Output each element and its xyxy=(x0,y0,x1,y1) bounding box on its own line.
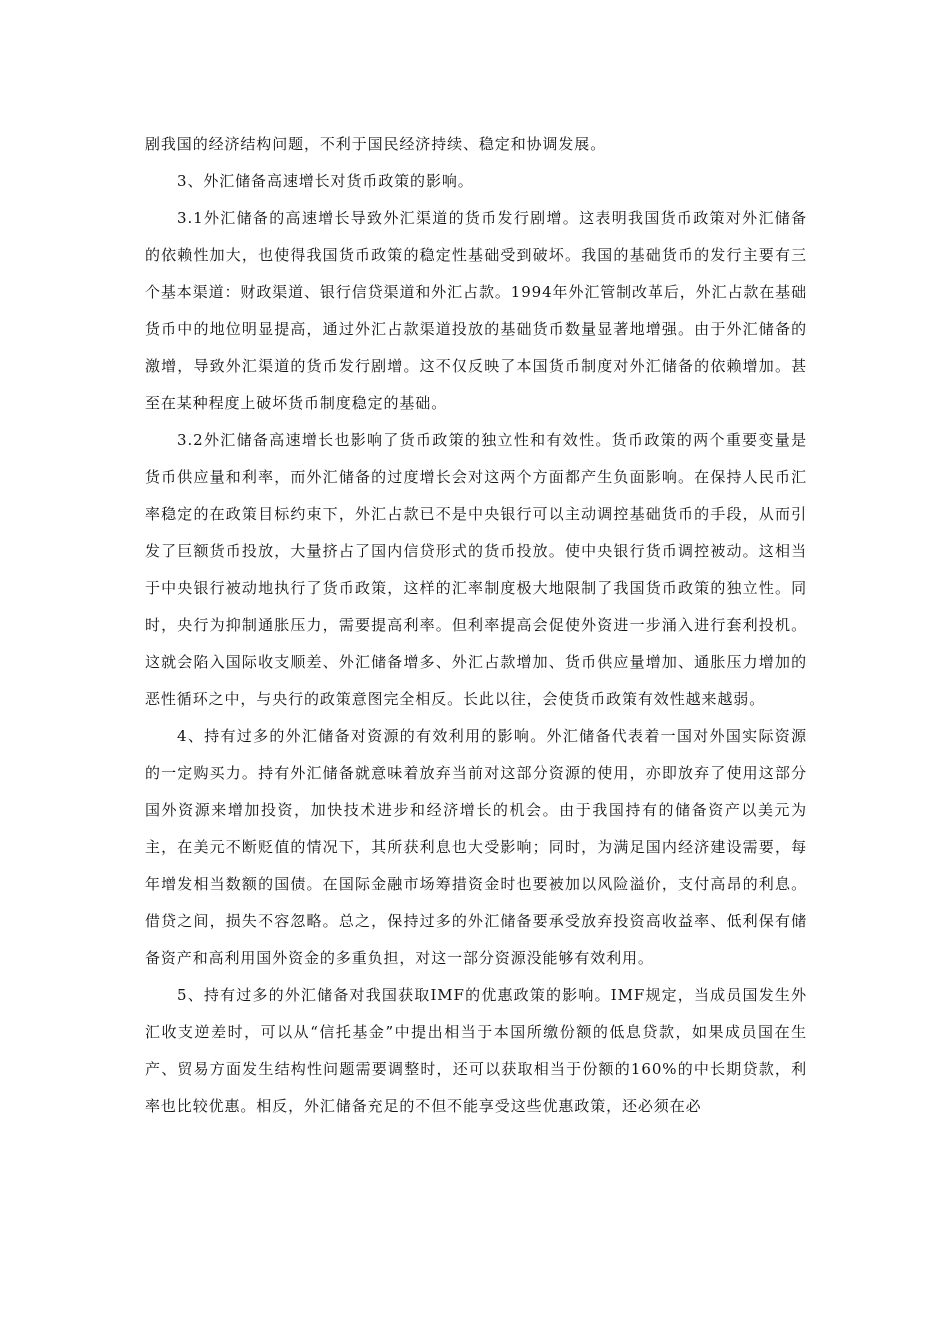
paragraph-section-3-2: 3.2外汇储备高速增长也影响了货币政策的独立性和有效性。货币政策的两个重要变量是货币供应量和利率，而外汇储备的过度增长会对这两个方面都产生负面影响。在保持人民币汇率稳定的在政策目标约束下，外汇占款已不是中央银行可以主动调控基础货币的手段，从而引发了巨额货币投放，大量挤占了国内信贷形式的货币投放。使中央银行货币调控被动。这相当于中央银行被动地执行了货币政策，这样的汇率制度极大地限制了我国货币政策的独立性。同时，央行为抑制通胀压力，需要提高利率。但利率提高会促使外资进一步涌入进行套利投机。这就会陷入国际收支顺差、外汇储备增多、外汇占款增加、货币供应量增加、通胀压力增加的恶性循环之中，与央行的政策意图完全相反。长此以往，会使货币政策有效性越来越弱。 xyxy=(145,431,807,708)
paragraph-continuation: 剧我国的经济结构问题，不利于国民经济持续、稳定和协调发展。 xyxy=(145,135,607,153)
paragraph-section-3-heading: 3、外汇储备高速增长对货币政策的影响。 xyxy=(177,172,474,190)
paragraph-section-4: 4、持有过多的外汇储备对资源的有效利用的影响。外汇储备代表着一国对外国实际资源的一定购买力。持有外汇储备就意味着放弃当前对这部分资源的使用，亦即放弃了使用这部分国外资源来增加投资，加快技术进步和经济增长的机会。由于我国持有的储备资产以美元为主，在美元不断贬值的情况下，其所获利息也大受影响；同时，为满足国内经济建设需要，每年增发相当数额的国债。在国际金融市场筹措资金时也要被加以风险溢价，支付高昂的利息。借贷之间，损失不容忽略。总之，保持过多的外汇储备要承受放弃投资高收益率、低利保有储备资产和高利用国外资金的多重负担，对这一部分资源没能够有效利用。 xyxy=(145,727,807,967)
document-body xyxy=(145,126,807,1125)
paragraph-section-5: 5、持有过多的外汇储备对我国获取IMF的优惠政策的影响。IMF规定，当成员国发生外汇收支逆差时，可以从“信托基金”中提出相当于本国所缴份额的低息贷款，如果成员国在生产、贸易方面发生结构性问题需要调整时，还可以获取相当于份额的160%的中长期贷款，利率也比较优惠。相反，外汇储备充足的不但不能享受这些优惠政策，还必须在必 xyxy=(145,986,807,1115)
paragraph-section-3-1: 3.1外汇储备的高速增长导致外汇渠道的货币发行剧增。这表明我国货币政策对外汇储备的依赖性加大，也使得我国货币政策的稳定性基础受到破坏。我国的基础货币的发行主要有三个基本渠道：财政渠道、银行信贷渠道和外汇占款。1994年外汇管制改革后，外汇占款在基础货币中的地位明显提高，通过外汇占款渠道投放的基础货币数量显著地增强。由于外汇储备的激增，导致外汇渠道的货币发行剧增。这不仅反映了本国货币制度对外汇储备的依赖增加。甚至在某种程度上破坏货币制度稳定的基础。 xyxy=(145,209,807,412)
